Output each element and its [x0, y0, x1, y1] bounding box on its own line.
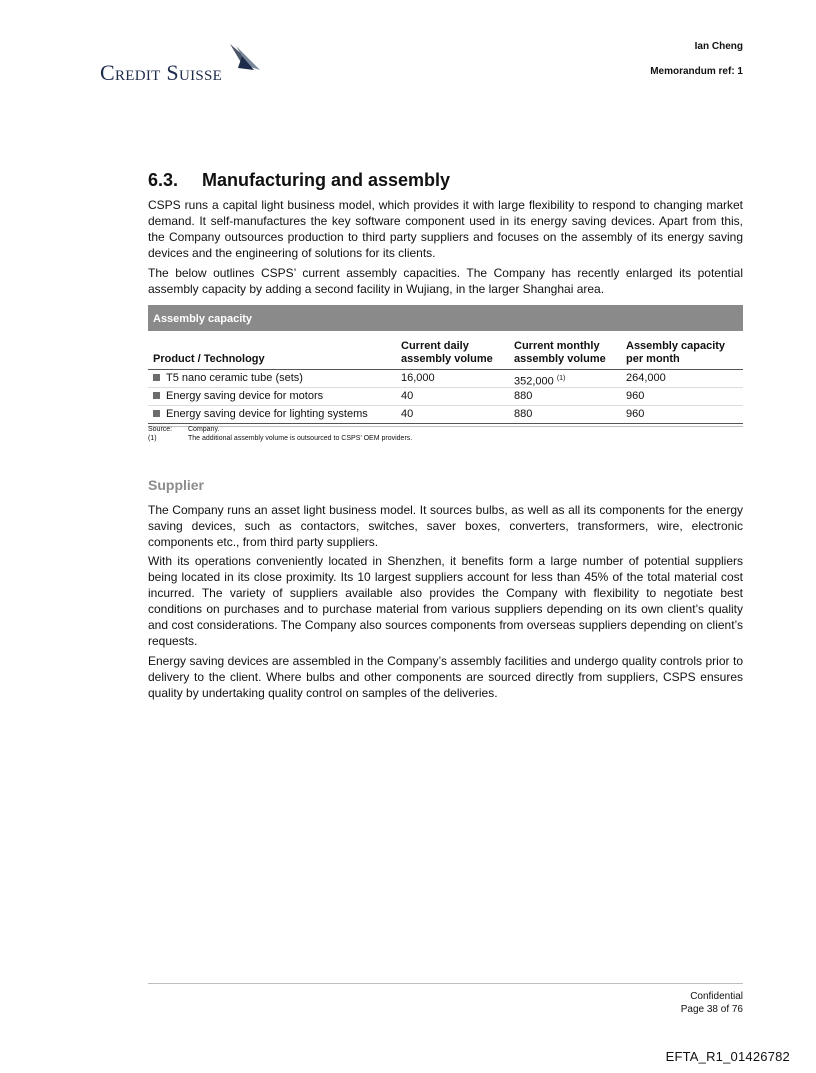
row-capacity: 960 — [626, 408, 645, 420]
row-monthly: 352,000 $^{(1)}$ — [514, 375, 566, 388]
memo-reference: Memorandum ref: 1 — [650, 66, 743, 77]
capacity-paragraph: The below outlines CSPS’ current assembly capacities. The Company has recently enlarged its potential assembly capacity by adding a second facility in Wujiang, in the larger Shanghai area. — [148, 266, 743, 296]
column-header-daily: Current daily assembly volume — [401, 340, 493, 365]
row-monthly: 880 — [514, 408, 533, 420]
row-daily: 40 — [401, 390, 414, 402]
section-title: Manufacturing and assembly — [202, 170, 451, 190]
table-row — [148, 387, 743, 405]
column-header-monthly: Current monthly assembly volume — [514, 340, 606, 365]
table-row — [148, 370, 743, 387]
credit-suisse-logo — [100, 42, 270, 85]
logo-wordmark: Credit Suisse — [100, 60, 223, 85]
table-row — [148, 405, 743, 423]
author-name: Ian Cheng — [694, 41, 743, 52]
supplier-heading: Supplier — [148, 477, 205, 493]
square-bullet-icon — [153, 374, 160, 381]
bates-number: EFTA_R1_01426782 — [665, 1049, 790, 1064]
row-daily: 40 — [401, 408, 414, 420]
sail-logo-icon — [228, 42, 262, 72]
footer-divider — [148, 983, 743, 984]
table-title: Assembly capacity — [148, 305, 743, 331]
row-capacity: 264,000 — [626, 372, 666, 384]
row-product: Energy saving device for lighting systems — [153, 406, 368, 423]
page-number: Page 38 of 76 — [680, 1004, 743, 1015]
section-number: 6.3. — [148, 170, 179, 190]
intro-paragraph: CSPS runs a capital light business model, which provides it with large flexibility to respond to changing market demand. It self-manufactures the key software component used in its energy saving devices. Apart from this, the Company outsources production to third party suppliers and focuses on the assembly of its energy saving devices and the engineering of solutions for its clients. — [148, 198, 743, 260]
row-product: T5 nano ceramic tube (sets) — [153, 370, 303, 387]
supplier-paragraph-2: With its operations conveniently located in Shenzhen, it benefits form a large number of potential suppliers being located in its close proximity. Its 10 largest suppliers account for less than 45% of the total material cost incurred. The variety of suppliers available also provides the Company with flexibility to negotiate best conditions on purchases and to purchase material from various suppliers depending on its own client’s quality and cost considerations. The Company also sources components from overseas suppliers depending on client’s requests. — [148, 554, 743, 648]
square-bullet-icon — [153, 410, 160, 417]
row-product: Energy saving device for motors — [153, 388, 323, 405]
column-header-capacity: Assembly capacity per month — [626, 340, 726, 365]
table-source: Source: Company. (1) The additional assembly volume is outsourced to CSPS’ OEM providers. — [148, 426, 413, 442]
supplier-paragraph-3: Energy saving devices are assembled in the Company’s assembly facilities and undergo quality controls prior to delivery to the client. Where bulbs and other components are sourced directly from suppliers, CSPS ensures quality by undertaking quality control on samples of the deliveries. — [148, 654, 743, 700]
row-daily: 16,000 — [401, 372, 435, 384]
assembly-capacity-table — [148, 305, 743, 427]
square-bullet-icon — [153, 392, 160, 399]
row-monthly: 880 — [514, 390, 533, 402]
column-header-product: Product / Technology — [153, 353, 265, 365]
confidential-label: Confidential — [690, 991, 743, 1002]
table-column-headers — [148, 331, 743, 370]
footnote-marker: (1) — [556, 375, 566, 382]
row-capacity: 960 — [626, 390, 645, 402]
supplier-paragraph-1: The Company runs an asset light business model. It sources bulbs, as well as all its components for the energy saving devices, such as contactors, switches, saver boxes, converters, transformers, wire, electronic components etc., from third party suppliers. — [148, 503, 743, 549]
